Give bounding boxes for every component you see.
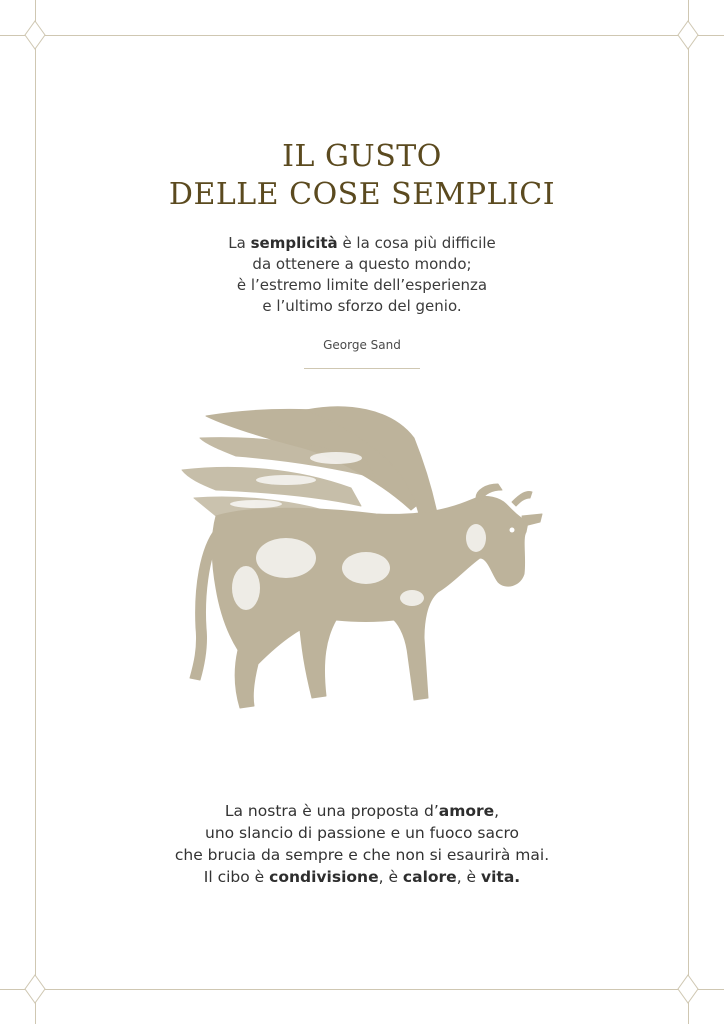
quote-line-1 [0,233,724,254]
title-line-1: IL GUSTO [282,139,442,174]
quote-line-4: e l’ultimo sforzo del genio. [262,297,462,315]
frame-top-line [0,35,724,36]
corner-diamond-icon [677,974,699,1004]
corner-diamond-icon [24,20,46,50]
closing-emphasis: vita. [481,868,521,886]
closing-line-3: che brucia da sempre e che non si esaurirà mai. [174,846,550,864]
quote-line-2: da ottenere a questo mondo; [252,255,472,273]
corner-diamond-icon [677,20,699,50]
quote-text: è la cosa più difficile [337,234,496,252]
quote-block [0,233,724,317]
closing-text: , [494,802,500,820]
closing-text: , è [456,868,482,886]
quote-author: George Sand [323,338,401,352]
closing-emphasis: amore [438,802,495,820]
closing-line-4 [0,866,724,888]
closing-emphasis: condivisione [269,868,379,886]
corner-diamond-icon [24,974,46,1004]
winged-ox-illustration [176,398,548,730]
closing-text: La nostra è una proposta d’ [224,802,439,820]
closing-text: Il cibo è [203,868,270,886]
closing-line-2: uno slancio di passione e un fuoco sacro [205,824,519,842]
frame-bottom-line [0,989,724,990]
closing-text: , è [378,868,403,886]
title-line-2: DELLE COSE SEMPLICI [168,177,556,212]
quote-line-3: è l’estremo limite dell’esperienza [236,276,488,294]
quote-text: La [228,234,251,252]
divider [304,368,420,369]
quote-emphasis: semplicità [250,234,338,252]
page-title [0,138,724,214]
closing-line-1 [0,800,724,822]
closing-emphasis: calore [402,868,457,886]
closing-paragraph [0,800,724,888]
